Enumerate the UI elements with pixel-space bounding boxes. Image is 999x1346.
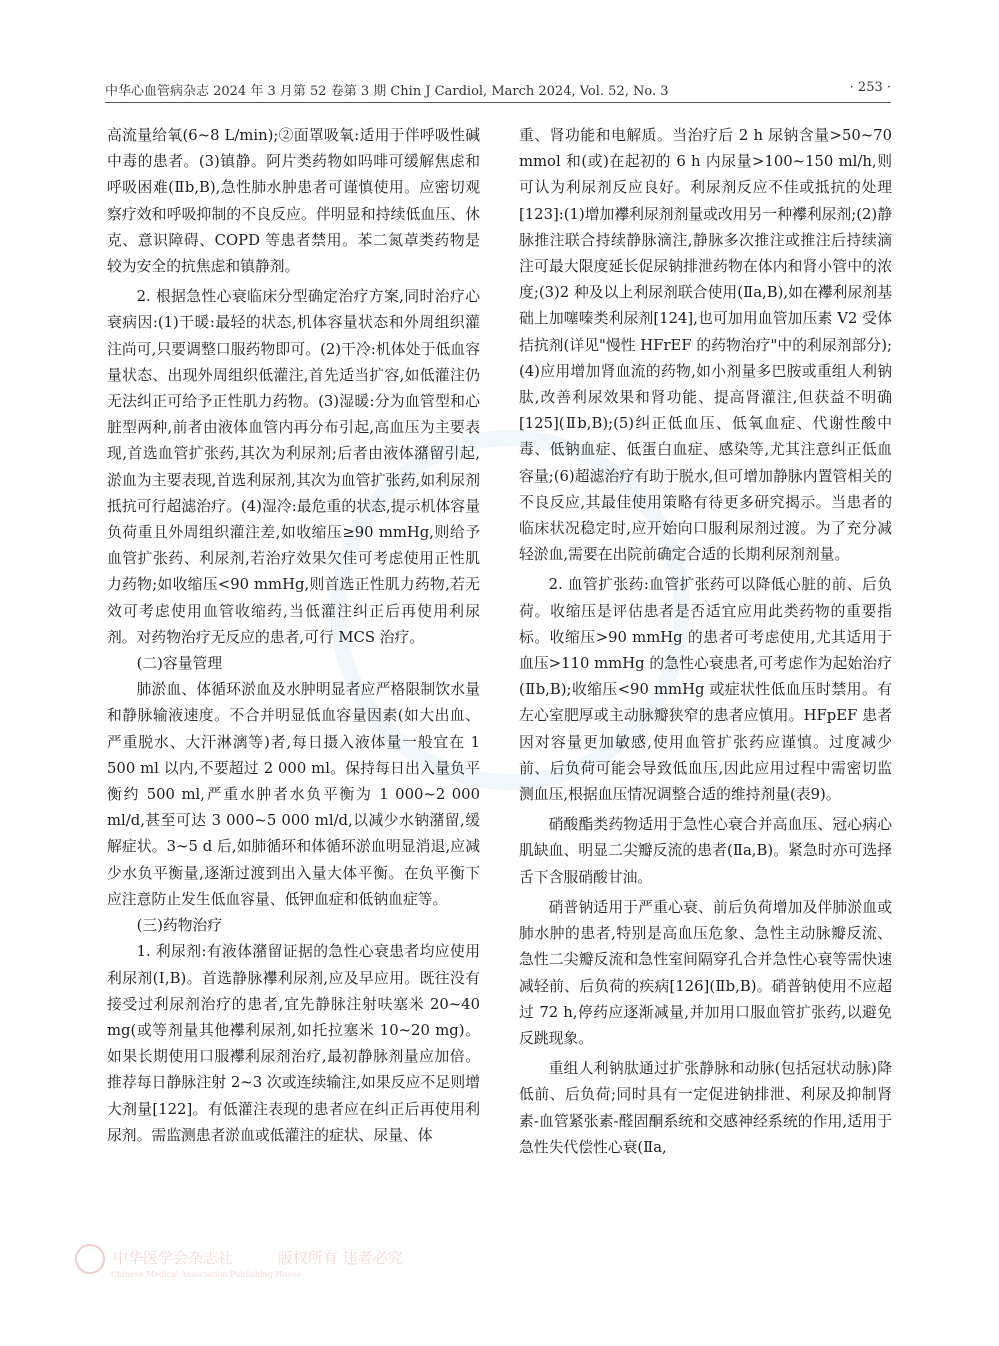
publisher-name: 中华医学会杂志社 [113,1249,234,1267]
publisher-watermark [75,1244,403,1279]
section-heading-volume: (二)容量管理 [136,655,223,673]
page-number: · 253 · [849,80,891,95]
paragraph-volume-management: 肺淤血、体循环淤血及水肿明显者应严格限制饮水量和静脉输液速度。不合并明显低血容量因素(如大出血、严重脱水、大汗淋漓等)者,每日摄入液体量一般宜在 1 500 ml 以内,不要超过 2 000 ml。保持每日出入量负平衡约 500 ml,严重水肿者水负平衡为 1 000~2 000 ml/d,甚至可达 3 000~5 000 ml/d,以减少水钠潴留,缓解症状。3~5 d 后,如肺循环和体循环淤血明显消退,应减少水负平衡量,逐渐过渡到出入量大体平衡。在负平衡下应注意防止发生低血容量、低钾血症和低钠血症等。 [107,681,480,908]
publisher-logo-icon [75,1244,105,1274]
paragraph-vasodilators: 2. 血管扩张药:血管扩张药可以降低心脏的前、后负荷。收缩压是评估患者是否适宜应用此类药物的重要指标。收缩压>90 mmHg 的患者可考虑使用,尤其适用于血压>110 mmHg 的急性心衰患者,可考虑作为起始治疗(Ⅱb,B);收缩压<90 mmHg 或症状性低血压时禁用。有左心室肥厚或主动脉瓣狭窄的患者应慎用。HFpEF 患者因对容量更加敏感,使用血管扩张药应谨慎。过度减少前、后负荷可能会导致低血压,因此应用过程中需密切监测血压,根据血压情况调整合适的维持剂量(表9)。 [519,576,892,804]
paragraph-diuretic-response: 重、肾功能和电解质。当治疗后 2 h 尿钠含量>50~70 mmol 和(或)在起初的 6 h 内尿量>100~150 ml/h,则可认为利尿剂反应良好。利尿剂反应不佳或抵抗的处理[123]:(1)增加襻利尿剂剂量或改用另一种襻利尿剂;(2)静脉推注联合持续静脉滴注,静脉多次推注或推注后持续滴注可最大限度延长促尿钠排泄药物在体内和肾小管中的浓度;(3)2 种及以上利尿剂联合使用(Ⅱa,B),如在襻利尿剂基础上加噻嗪类利尿剂[124],也可加用血管加压素 V2 受体拮抗剂(详见"慢性 HFrEF 的药物治疗"中的利尿剂部分);(4)应用增加肾血流的药物,如小剂量多巴胺或重组人利钠肽,改善利尿效果和肾功能、提高肾灌注,但获益不明确[125](Ⅱb,B);(5)纠正低血压、低氧血症、代谢性酸中毒、低钠血症、低蛋白血症、感染等,尤其注意纠正低血容量;(6)超滤治疗有助于脱水,但可增加静脉内置管相关的不良反应,其最佳使用策略有待更多研究揭示。当患者的临床状况稳定时,应开始向口服利尿剂过渡。为了充分减轻淤血,需要在出院前确定合适的长期利尿剂剂量。 [519,127,892,564]
section-heading-drugs: (三)药物治疗 [136,917,223,935]
left-column [107,123,480,1149]
paragraph-oxygen-sedation: 高流量给氧(6~8 L/min);②面罩吸氧:适用于伴呼吸性碱中毒的患者。(3)镇静。阿片类药物如吗啡可缓解焦虑和呼吸困难(Ⅱb,B),急性肺水肿患者可谨慎使用。应密切观察疗效和呼吸抑制的不良反应。伴明显和持续低血压、休克、意识障碍、COPD 等患者禁用。苯二氮䓬类药物是较为安全的抗焦虑和镇静剂。 [107,127,480,276]
paragraph-diuretics: 1. 利尿剂:有液体潴留证据的急性心衰患者均应使用利尿剂(Ⅰ,B)。首选静脉襻利尿剂,应及早应用。既往没有接受过利尿剂治疗的患者,宜先静脉注射呋塞米 20~40 mg(或等剂量其他襻利尿剂,如托拉塞米 10~20 mg)。如果长期使用口服襻利尿剂治疗,最初静脉剂量应加倍。推荐每日静脉注射 2~3 次或连续输注,如果反应不足则增大剂量[122]。有低灌注表现的患者应在纠正后再使用利尿剂。需监测患者淤血或低灌注的症状、尿量、体 [107,943,480,1144]
paragraph-nitroprusside: 硝普钠适用于严重心衰、前后负荷增加及伴肺淤血或肺水肿的患者,特别是高血压危象、急性主动脉瓣反流、急性二尖瓣反流和急性室间隔穿孔合并急性心衰等需快速减轻前、后负荷的疾病[126](Ⅱb,B)。硝普钠使用不应超过 72 h,停药应逐渐减量,并加用口服血管扩张药,以避免反跳现象。 [519,898,892,1047]
right-column [519,123,892,1161]
paragraph-nitrates: 硝酸酯类药物适用于急性心衰合并高血压、冠心病心肌缺血、明显二尖瓣反流的患者(Ⅱa,B)。紧急时亦可选择舌下含服硝酸甘油。 [519,816,892,886]
journal-citation: 中华心血管病杂志 2024 年 3 月第 52 卷第 3 期 Chin J Cardiol, March 2024, Vol. 52, No. 3 [105,84,669,99]
header-rule [105,102,891,103]
paragraph-natriuretic-peptide: 重组人利钠肽通过扩张静脉和动脉(包括冠状动脉)降低前、后负荷;同时具有一定促进钠排泄、利尿及抑制肾素-血管紧张素-醛固酮系统和交感神经系统的作用,适用于急性失代偿性心衰(Ⅱa, [519,1060,892,1156]
publisher-name-en: Chinese Medical Association Publishing House [111,1270,302,1279]
paragraph-clinical-types: 2. 根据急性心衰临床分型确定治疗方案,同时治疗心衰病因:(1)干暖:最轻的状态,机体容量状态和外周组织灌注尚可,只要调整口服药物即可。(2)干冷:机体处于低血容量状态、出现外周组织低灌注,首先适当扩容,如低灌注仍无法纠正可给予正性肌力药物。(3)湿暖:分为血管型和心脏型两种,前者由液体血管内再分布引起,高血压为主要表现,首选血管扩张药,其次为利尿剂;后者由液体潴留引起,淤血为主要表现,首选利尿剂,其次为血管扩张药,如利尿剂抵抗可行超滤治疗。(4)湿冷:最危重的状态,提示机体容量负荷重且外周组织灌注差,如收缩压≥90 mmHg,则给予血管扩张药、利尿剂,若治疗效果欠佳可考虑使用正性肌力药物;如收缩压<90 mmHg,则首选正性肌力药物,若无效可考虑使用血管收缩药,当低灌注纠正后再使用利尿剂。对药物治疗无反应的患者,可行 MCS 治疗。 [107,288,480,646]
copyright-notice: 版权所有 违者必究 [277,1249,403,1267]
running-header [105,80,891,102]
